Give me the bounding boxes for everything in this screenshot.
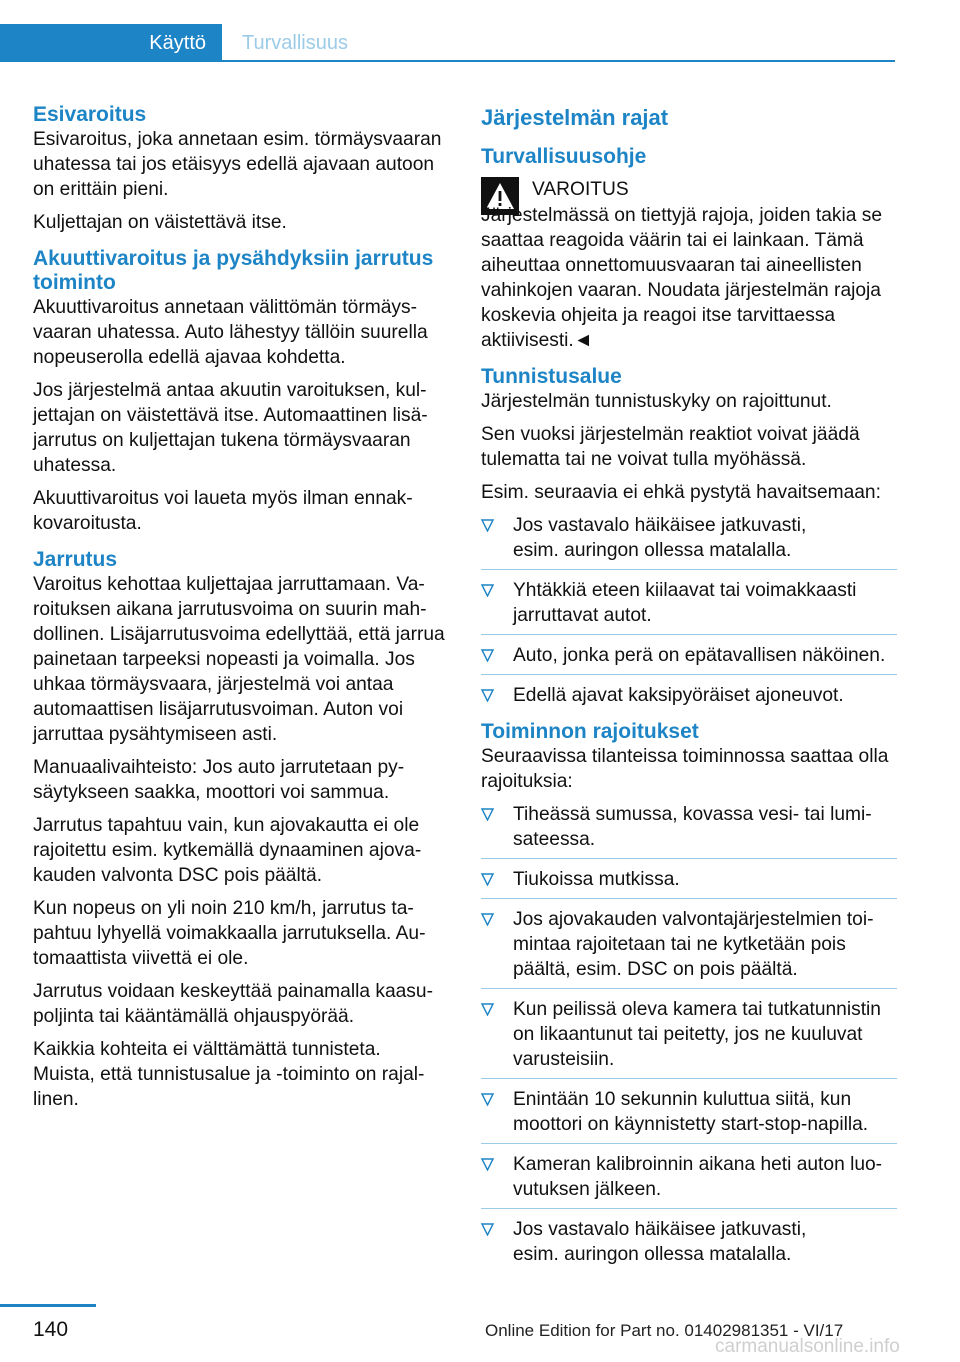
- warning-text: Järjestelmässä on tiettyjä rajoja, joiden takia se saattaa reagoida väärin tai ei lainkaan. Tämä aiheuttaa onnettomuusvaaran tai aineellisten vahinkojen vaaran. Noudata järjestelmän rajoja koskevia ohjeita ja reagoi itse tarvittaessa aktiivisesti.◄: [481, 205, 883, 351]
- bullet-triangle-icon: [481, 519, 494, 532]
- left-column: [33, 100, 447, 1120]
- list-item: [481, 802, 897, 859]
- bullet-triangle-icon: [481, 1003, 494, 1016]
- section-esivaroitus: [33, 103, 447, 235]
- tab-turvallisuus[interactable]: Turvallisuus: [242, 32, 348, 54]
- warning-title: VAROITUS: [532, 179, 629, 200]
- paragraph: Varoitus kehottaa kuljettajaa jarruttamaan. Varoituksen aikana jarrutusvoima on suurin mahdollinen. Lisäjarrutusvoima edellyttää, että jarrua painetaan tarpeeksi nopeasti ja voimalla. Jos uhkaa törmäysvaara, järjestelmä voi antaa automaattisen lisäjarrutusvoiman. Auton voi jarruttaa pysähtymiseen asti.: [33, 574, 445, 745]
- edition-line: Online Edition for Part no. 01402981351 - VI/17: [485, 1321, 844, 1340]
- paragraph: Jarrutus tapahtuu vain, kun ajovakautta ei ole rajoitettu esim. kytkemällä dynaaminen ajovakauden valvonta DSC pois päältä.: [33, 815, 422, 886]
- section-turvallisuusohje: [481, 145, 897, 353]
- list-item: [481, 513, 897, 570]
- page-number: 140: [33, 1318, 69, 1341]
- paragraph: Seuraavissa tilanteissa toiminnossa saattaa olla rajoituksia:: [481, 746, 889, 792]
- main-heading: Järjestelmän rajat: [481, 105, 669, 130]
- paragraph: Sen vuoksi järjestelmän reaktiot voivat jäädä tulematta tai ne voivat tulla myöhässä.: [481, 424, 860, 470]
- paragraph: Kuljettajan on väistettävä itse.: [33, 212, 287, 233]
- paragraph: Esim. seuraavia ei ehkä pystytä havaitsemaan:: [481, 482, 881, 503]
- list-item-text: Jos vastavalo häikäisee jatkuvasti, esim. auringon ollessa matalalla.: [513, 515, 807, 561]
- bullet-triangle-icon: [481, 584, 494, 597]
- header-rule: [222, 60, 895, 62]
- section-tunnistusalue: [481, 365, 897, 708]
- list-item: [481, 683, 897, 708]
- watermark: carmanualsonline.info: [715, 1336, 900, 1357]
- page-header: [0, 0, 895, 62]
- section-heading: Esivaroitus: [33, 103, 147, 126]
- limits-list: [481, 802, 897, 1267]
- list-item: [481, 578, 897, 635]
- section-heading: Akuuttivaroitus ja pysähdyksiin jarrutus toiminto: [33, 247, 434, 294]
- paragraph: Kaikkia kohteita ei välttämättä tunnisteta. Muista, että tunnistusalue ja -toiminto on rajallinen.: [33, 1039, 425, 1110]
- paragraph: Järjestelmän tunnistuskyky on rajoittunut.: [481, 391, 832, 412]
- bullet-triangle-icon: [481, 649, 494, 662]
- list-item: [481, 867, 897, 899]
- bullet-triangle-icon: [481, 913, 494, 926]
- bullet-triangle-icon: [481, 1223, 494, 1236]
- list-item-text: Jos ajovakauden valvontajärjestelmien toimintaa rajoitetaan tai ne kytketään pois päältä, esim. DSC on pois päältä.: [513, 909, 874, 980]
- paragraph: Manuaalivaihteisto: Jos auto jarrutetaan pysäytykseen saakka, moottori voi sammua.: [33, 757, 405, 803]
- section-heading: Turvallisuusohje: [481, 145, 647, 168]
- tab-kaytto[interactable]: Käyttö: [0, 24, 222, 62]
- right-column: [481, 100, 897, 1275]
- list-item: [481, 1152, 897, 1209]
- bullet-triangle-icon: [481, 1093, 494, 1106]
- section-heading: Toiminnon rajoitukset: [481, 720, 699, 743]
- paragraph: Jos järjestelmä antaa akuutin varoituksen, kuljettajan on väistettävä itse. Automaattinen lisäjarrutus on kuljettajan tukena törmäysvaaran uhatessa.: [33, 380, 428, 476]
- list-item-text: Enintään 10 sekunnin kuluttua siitä, kun moottori on käynnistetty start-stop-napilla.: [513, 1089, 869, 1135]
- paragraph: Jarrutus voidaan keskeyttää painamalla kaasupoljinta tai kääntämällä ohjauspyörää.: [33, 981, 433, 1027]
- bullet-triangle-icon: [481, 689, 494, 702]
- section-jarrutus: [33, 548, 447, 1112]
- list-item-text: Tiukoissa mutkissa.: [513, 869, 680, 890]
- list-item: [481, 907, 897, 989]
- list-item-text: Kun peilissä oleva kamera tai tutkatunnistin on likaantunut tai peitetty, jos ne kuuluvat varusteisiin.: [513, 999, 881, 1070]
- list-item: [481, 643, 897, 675]
- section-heading: Tunnistusalue: [481, 365, 622, 388]
- bullet-triangle-icon: [481, 873, 494, 886]
- detection-list: [481, 513, 897, 708]
- list-item-text: Tiheässä sumussa, kovassa vesi- tai lumisateessa.: [513, 804, 872, 850]
- paragraph: Kun nopeus on yli noin 210 km/h, jarrutus tapahtuu lyhyellä voimakkaalla jarrutuksella. Automaattista viivettä ei ole.: [33, 898, 426, 969]
- section-akuuttivaroitus: [33, 247, 447, 536]
- list-item: [481, 1087, 897, 1144]
- paragraph: Akuuttivaroitus annetaan välittömän törmäysvaaran uhatessa. Auto lähestyy tällöin suurella nopeuserolla edellä ajavaa kohdetta.: [33, 297, 428, 368]
- list-item-text: Kameran kalibroinnin aikana heti auton luovutuksen jälkeen.: [513, 1154, 883, 1200]
- list-item-text: Auto, jonka perä on epätavallisen näköinen.: [513, 645, 886, 666]
- list-item-text: Edellä ajavat kaksipyöräiset ajoneuvot.: [513, 685, 844, 706]
- section-heading: Jarrutus: [33, 548, 118, 571]
- section-toiminnon-rajoitukset: [481, 720, 897, 1267]
- list-item: [481, 997, 897, 1079]
- list-item-text: Yhtäkkiä eteen kiilaavat tai voimakkaasti jarruttavat autot.: [513, 580, 857, 626]
- list-item-text: Jos vastavalo häikäisee jatkuvasti, esim. auringon ollessa matalalla.: [513, 1219, 807, 1265]
- footer-rule: [0, 1304, 96, 1307]
- bullet-triangle-icon: [481, 808, 494, 821]
- paragraph: Esivaroitus, joka annetaan esim. törmäysvaaran uhatessa tai jos etäisyys edellä ajavaan autoon on erittäin pieni.: [33, 129, 442, 200]
- paragraph: Akuuttivaroitus voi laueta myös ilman ennakkovaroitusta.: [33, 488, 413, 534]
- bullet-triangle-icon: [481, 1158, 494, 1171]
- list-item: [481, 1217, 897, 1267]
